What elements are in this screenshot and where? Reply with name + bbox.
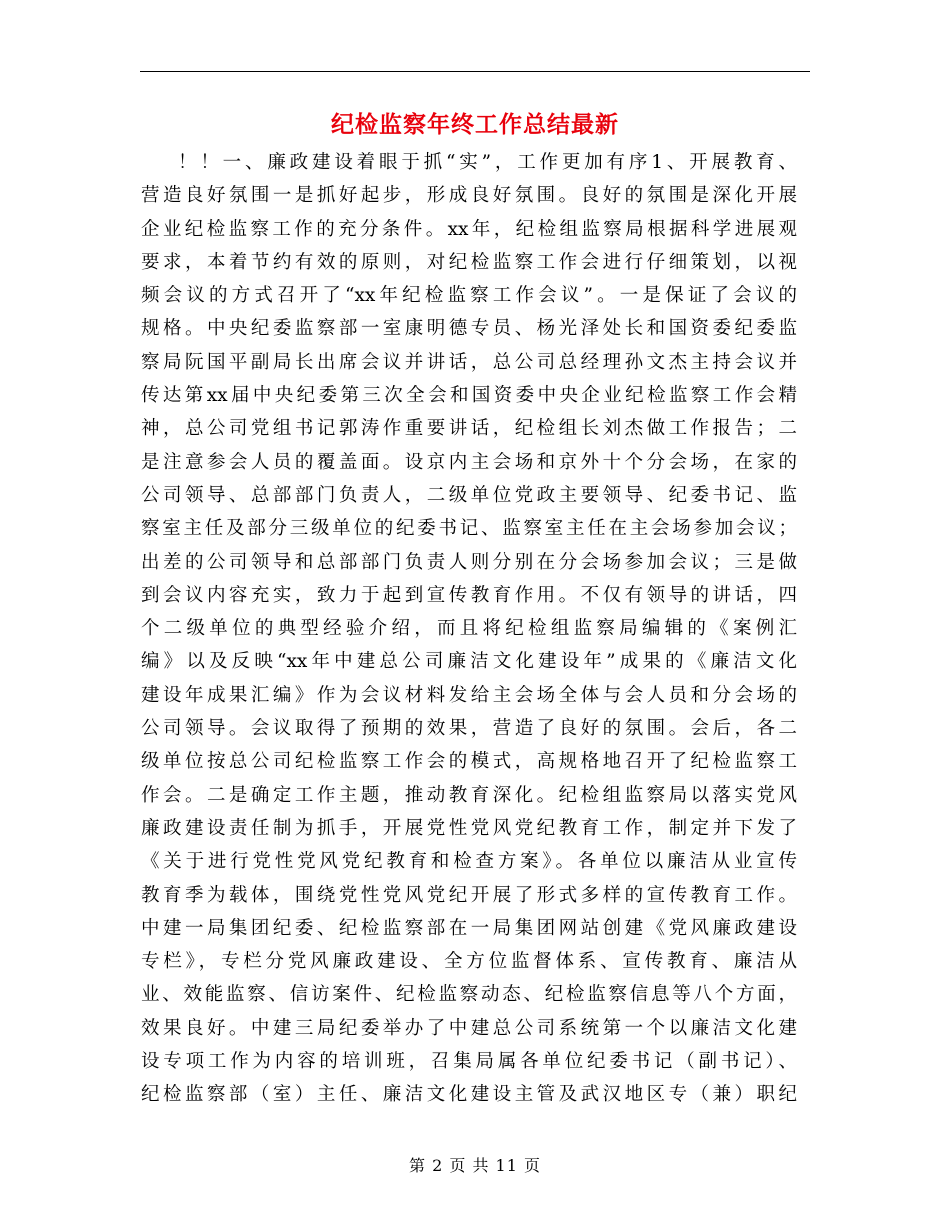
- body-line: 教育季为载体，围绕党性党风党纪开展了形式多样的宣传教育工作。: [141, 884, 797, 906]
- body-line: 作会。二是确定工作主题，推动教育深化。纪检组监察局以落实党风: [141, 784, 797, 806]
- body-line: 要求，本着节约有效的原则，对纪检监察工作会进行仔细策划，以视: [141, 251, 797, 273]
- body-line: 个二级单位的典型经验介绍，而且将纪检组监察局编辑的《案例汇: [141, 618, 797, 640]
- body-line: 纪检监察部（室）主任、廉洁文化建设主管及武汉地区专（兼）职纪: [141, 1084, 797, 1106]
- body-line: 传达第xx届中央纪委第三次全会和国资委中央企业纪检监察工作会精: [141, 385, 797, 407]
- body-line: 建设年成果汇编》作为会议材料发给主会场全体与会人员和分会场的: [141, 684, 797, 706]
- body-line: 到会议内容充实，致力于起到宣传教育作用。不仅有领导的讲话，四: [141, 584, 797, 606]
- document-title: 纪检监察年终工作总结最新: [331, 111, 619, 138]
- page-footer: 第 2 页 共 11 页: [409, 1156, 541, 1175]
- body-line: 察室主任及部分三级单位的纪委书记、监察室主任在主会场参加会议；: [141, 518, 797, 540]
- body-line: 规格。中央纪委监察部一室康明德专员、杨光泽处长和国资委纪委监: [141, 318, 797, 340]
- body-line: 公司领导、总部部门负责人，二级单位党政主要领导、纪委书记、监: [141, 484, 797, 506]
- body-line: 编》以及反映“xx年中建总公司廉洁文化建设年”成果的《廉洁文化: [141, 651, 797, 673]
- body-line: 频会议的方式召开了“xx年纪检监察工作会议”。一是保证了会议的: [141, 285, 797, 307]
- body-line: 专栏》，专栏分党风廉政建设、全方位监督体系、宣传教育、廉洁从: [141, 951, 797, 973]
- body-line: 出差的公司领导和总部部门负责人则分别在分会场参加会议；三是做: [141, 551, 797, 573]
- body-line: ！！一、廉政建设着眼于抓“实”，工作更加有序1、开展教育、: [178, 152, 797, 173]
- body-line: 中建一局集团纪委、纪检监察部在一局集团网站创建《党风廉政建设: [141, 917, 797, 939]
- header-rule: [140, 71, 810, 72]
- body-line: 效果良好。中建三局纪委举办了中建总公司系统第一个以廉洁文化建: [141, 1017, 797, 1039]
- body-line: 公司领导。会议取得了预期的效果，营造了良好的氛围。会后，各二: [141, 718, 797, 740]
- body-line: 业、效能监察、信访案件、纪检监察动态、纪检监察信息等八个方面，: [141, 984, 797, 1006]
- document-body: [141, 146, 797, 1112]
- body-line: 神，总公司党组书记郭涛作重要讲话，纪检组长刘杰做工作报告；二: [141, 418, 797, 440]
- body-line: 是注意参会人员的覆盖面。设京内主会场和京外十个分会场，在家的: [141, 451, 797, 473]
- body-line: 营造良好氛围一是抓好起步，形成良好氛围。良好的氛围是深化开展: [141, 185, 797, 207]
- body-line: 廉政建设责任制为抓手，开展党性党风党纪教育工作，制定并下发了: [141, 817, 797, 839]
- body-line: 察局阮国平副局长出席会议并讲话，总公司总经理孙文杰主持会议并: [141, 351, 797, 373]
- body-line: 《关于进行党性党风党纪教育和检查方案》。各单位以廉洁从业宣传: [141, 851, 797, 873]
- body-line: 级单位按总公司纪检监察工作会的模式，高规格地召开了纪检监察工: [141, 751, 797, 773]
- body-line: 设专项工作为内容的培训班，召集局属各单位纪委书记（副书记）、: [141, 1051, 797, 1073]
- body-line: 企业纪检监察工作的充分条件。xx年，纪检组监察局根据科学进展观: [141, 218, 797, 240]
